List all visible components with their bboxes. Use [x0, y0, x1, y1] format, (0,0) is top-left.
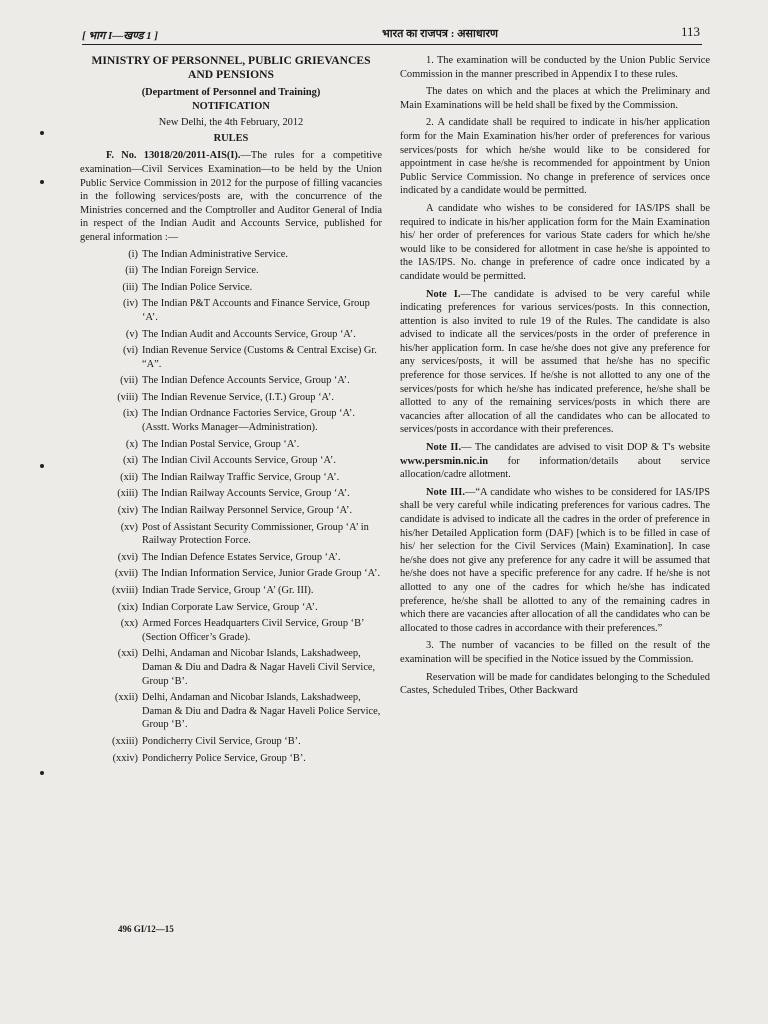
service-name: The Indian P&T Accounts and Finance Service, Group ‘A’. [142, 298, 370, 323]
service-name: Armed Forces Headquarters Civil Service, Group ‘B’ (Section Officer’s Grade). [142, 618, 364, 643]
service-number: (viii) [117, 391, 138, 403]
service-name: Indian Revenue Service (Customs & Central Excise) Gr. “A”. [142, 345, 377, 370]
gazette-title: भारत का राजपत्र : असाधारण [382, 28, 498, 40]
note-3-text: —“A candidate who wishes to be considered for IAS/IPS shall be very careful while indicating preferences for various cadres. The candidate is advised to indicate all the cadres in the order of preference in his/her Detailed Application form (DAF) [which is to be filled in case of his/ her selection for the Civil Services (Main) Examination]. In case he/she does not give any preference for any cadre it will be assumed that he/she does not have a specific preference for any cadre. If he/she is not allotted to any one of the cadres for which he/she has indicated preference, he/she shall be allotted to any of the remaining cadres in which there are vacancies after allocation of all the candidates who can be allocated to those cadres in accordance with their preferences.” [400, 486, 710, 634]
service-number: (xv) [120, 521, 138, 533]
service-name: The Indian Defence Accounts Service, Group ‘A’. [142, 375, 350, 387]
service-number: (xxii) [114, 692, 138, 704]
ministry-title-line2: AND PENSIONS [187, 67, 274, 81]
service-number: (xxi) [117, 648, 138, 660]
service-name: Pondicherry Civil Service, Group ‘B’. [142, 735, 301, 747]
dateline: New Delhi, the 4th February, 2012 [158, 117, 304, 129]
service-number: (ii) [125, 265, 138, 277]
service-list-item [80, 617, 382, 644]
service-list-item [80, 374, 382, 388]
service-list-item [80, 487, 382, 501]
service-list-item [80, 567, 382, 581]
service-list-item [80, 438, 382, 452]
note-2-text-post: for information/details about service allocation/cadre allotment. [400, 455, 710, 481]
service-number: (iii) [122, 281, 138, 293]
service-list-item [80, 752, 382, 766]
service-number: (x) [125, 438, 138, 450]
service-list-item [80, 647, 382, 688]
service-name: Delhi, Andaman and Nicobar Islands, Lakshadweep, Daman & Diu and Dadra & Nagar Haveli Police Service, Group ‘B’. [142, 692, 381, 731]
reservation-paragraph: Reservation will be made for candidates belonging to the Scheduled Castes, Scheduled Tribes, Other Backward [400, 671, 710, 697]
note-2-text-pre: — The candidates are advised to visit DOP & T's website [461, 442, 710, 454]
service-list-item [80, 454, 382, 468]
notification-heading: NOTIFICATION [192, 100, 270, 112]
service-list-item [80, 735, 382, 749]
note-2-paragraph [400, 441, 710, 482]
service-number: (ix) [122, 408, 138, 420]
service-list-item [80, 471, 382, 485]
service-number: (xix) [117, 601, 138, 613]
service-name: The Indian Postal Service, Group ‘A’. [142, 438, 300, 450]
service-number: (i) [128, 248, 138, 260]
service-name: The Indian Civil Accounts Service, Group ‘A’. [142, 455, 336, 467]
ministry-title-line1: MINISTRY OF PERSONNEL, PUBLIC GRIEVANCES [91, 54, 371, 67]
note-3-paragraph [400, 486, 710, 636]
service-name: Pondicherry Police Service, Group ‘B’. [142, 752, 306, 764]
service-number: (vi) [122, 345, 138, 357]
rule-1-paragraph: 1. The examination will be conducted by the Union Public Service Commission in the manner prescribed in Appendix I to these rules. [400, 55, 710, 80]
service-name: The Indian Administrative Service. [142, 248, 289, 260]
service-name: The Indian Audit and Accounts Service, Group ‘A’. [142, 328, 356, 340]
left-column [80, 54, 382, 768]
service-name: The Indian Ordnance Factories Service, Group ‘A’. (Asstt. Works Manager—Administration). [142, 408, 355, 434]
service-name: The Indian Railway Accounts Service, Group ‘A’. [142, 488, 350, 500]
service-name: The Indian Police Service. [142, 281, 253, 293]
margin-mark [40, 771, 44, 775]
header-rule [82, 44, 702, 45]
dates-paragraph: The dates on which and the places at which the Preliminary and Main Examinations will be held shall be fixed by the Commission. [400, 86, 710, 111]
service-list-item [80, 407, 382, 434]
rule-3-paragraph: 3. The number of vacancies to be filled on the result of the examination will be specified in the Notice issued by the Commission. [400, 640, 710, 665]
service-number: (xiv) [117, 505, 138, 517]
margin-mark [40, 131, 44, 135]
service-number: (iv) [122, 298, 138, 310]
note-3-label: Note III. [426, 486, 465, 498]
service-number: (xx) [120, 618, 138, 630]
service-name: The Indian Defence Estates Service, Group ‘A’. [142, 551, 341, 563]
rules-heading: RULES [213, 132, 249, 144]
part-section-label: [ भाग I—खण्ड 1 ] [82, 30, 158, 42]
service-list-item [80, 521, 382, 548]
intro-paragraph [80, 149, 382, 244]
note-1-label: Note I. [426, 288, 461, 300]
service-number: (xvi) [117, 551, 138, 563]
file-number: F. No. 13018/20/2011-AIS(I). [106, 150, 241, 162]
service-name: The Indian Railway Personnel Service, Group ‘A’. [142, 505, 353, 517]
right-column [400, 54, 710, 698]
service-number: (xxiii) [112, 735, 138, 747]
rule-2-paragraph: 2. A candidate shall be required to indicate in his/her application form for the Main Examination his/her order of preferences for various services/posts for which he/she would like to be considered for appointment in case he/she is recommended for appointment by Union Public Service Commission. No change in preference of services once indicated by a candidate would be permitted. [400, 117, 710, 197]
service-list-item [80, 297, 382, 324]
services-list [80, 248, 382, 766]
intro-text: —The rules for a competitive examination—Civil Services Examination—to be held by the Union Public Service Commission in 2012 for the purpose of filling vacancies in the following services/posts are, with the concurrence of the Ministries concerned and the Comptroller and Auditor General of India in respect of the Indian Audit and Accounts Service, published for general information :— [80, 150, 382, 243]
service-list-item [80, 551, 382, 565]
service-number: (xvii) [114, 568, 138, 580]
margin-mark [40, 180, 44, 184]
service-number: (xii) [120, 471, 138, 483]
service-number: (xi) [122, 455, 138, 467]
service-name: The Indian Revenue Service, (I.T.) Group ‘A’. [142, 391, 334, 403]
service-name: Indian Corporate Law Service, Group ‘A’. [142, 601, 318, 613]
service-list-item [80, 281, 382, 295]
service-list-item [80, 584, 382, 598]
page-number: 113 [680, 24, 700, 39]
service-name: The Indian Foreign Service. [142, 265, 259, 277]
department-name: (Department of Personnel and Training) [141, 87, 321, 98]
service-list-item [80, 344, 382, 371]
service-list-item [80, 504, 382, 518]
website-link[interactable]: www.persmin.nic.in [400, 455, 489, 467]
page-header [82, 24, 700, 44]
note-2-label: Note II. [426, 442, 462, 454]
service-name: Indian Trade Service, Group ‘A’ (Gr. III). [142, 585, 314, 596]
print-code: 496 GI/12—15 [118, 924, 174, 934]
service-number: (xiii) [117, 488, 138, 500]
service-list-item [80, 328, 382, 342]
service-name: Delhi, Andaman and Nicobar Islands, Lakshadweep, Daman & Diu and Dadra & Nagar Haveli Civil Service, Group ‘B’. [142, 648, 376, 687]
service-name: The Indian Information Service, Junior Grade Group ‘A’. [142, 568, 381, 580]
service-number: (xxiv) [112, 752, 138, 764]
service-list-item [80, 391, 382, 405]
service-list-item [80, 264, 382, 278]
service-name: The Indian Railway Traffic Service, Group ‘A’. [142, 471, 340, 483]
margin-mark [40, 464, 44, 468]
ias-ips-paragraph: A candidate who wishes to be considered for IAS/IPS shall be required to indicate in his/her application form for the Main Examination his/ her order of preferences for various State caders for which he/she would like to be considered for allotment in case he/she is appointed to the IAS/IPS. No. change in preference of cadre once indicated by a candidate would be permitted. [400, 202, 710, 282]
service-number: (vii) [120, 375, 138, 387]
service-list-item [80, 248, 382, 262]
service-list-item [80, 601, 382, 615]
service-list-item [80, 691, 382, 732]
note-1-text: —The candidate is advised to be very careful while indicating preferences for various services/posts. In this connection, attention is also invited to rule 19 of the Rules. The candidate is also advised to indicate all the services/posts in the order of preference in his/her application form. In case he/she does not give any preference for any services/posts, it will be assumed that he/she has no specific preference for those services. If he/she is not allotted to any one of the services/posts for which he/she has indicated preference, he/she shall be allotted to any of the remaining services/posts in which there are vacancies after allocation of all the candidates who can be allocated to services/posts in accordance with their preferences. [400, 288, 710, 436]
service-name: Post of Assistant Security Commissioner, Group ‘A’ in Railway Protection Force. [142, 521, 369, 547]
service-number: (xviii) [112, 585, 138, 596]
note-1-paragraph [400, 288, 710, 438]
service-number: (v) [125, 328, 138, 340]
